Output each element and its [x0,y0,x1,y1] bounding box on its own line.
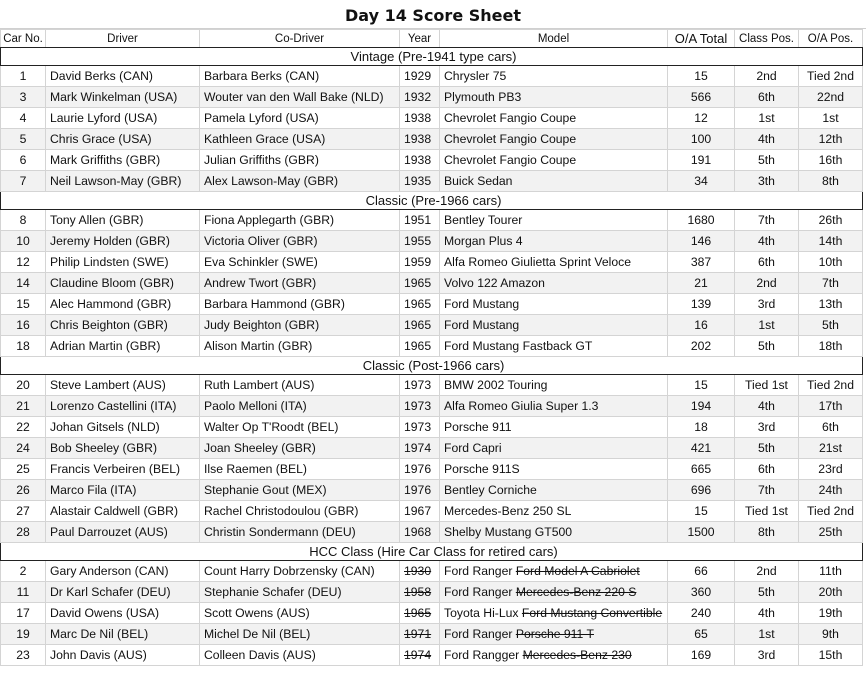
cell-oa-total[interactable]: 421 [668,438,735,459]
cell-year[interactable]: 1932 [400,87,440,108]
section-header [1,192,863,210]
cell-oa-pos[interactable]: 5th [799,315,863,336]
cell-driver[interactable]: Mark Griffiths (GBR) [46,150,200,171]
cell-model[interactable]: Porsche 911 [440,417,668,438]
cell-oa-total[interactable]: 387 [668,252,735,273]
model-current: Ford Ranger [444,585,513,599]
cell-driver[interactable]: Johan Gitsels (NLD) [46,417,200,438]
cell-co-driver[interactable]: Michel De Nil (BEL) [200,624,400,645]
cell-oa-pos[interactable]: 7th [799,273,863,294]
cell-year[interactable]: 1930 [400,561,440,582]
table-row[interactable] [1,294,863,315]
table-row[interactable] [1,273,863,294]
cell-co-driver[interactable]: Julian Griffiths (GBR) [200,150,400,171]
cell-oa-total[interactable]: 100 [668,129,735,150]
cell-oa-pos[interactable]: 24th [799,480,863,501]
cell-driver[interactable]: Mark Winkelman (USA) [46,87,200,108]
cell-car-no[interactable]: 20 [1,375,46,396]
cell-class-pos[interactable]: 2nd [735,66,799,87]
cell-co-driver[interactable]: Count Harry Dobrzensky (CAN) [200,561,400,582]
cell-car-no[interactable]: 21 [1,396,46,417]
cell-oa-pos[interactable]: 6th [799,417,863,438]
col-header-class-pos[interactable]: Class Pos. [735,30,799,48]
cell-year[interactable]: 1976 [400,480,440,501]
cell-class-pos[interactable]: 6th [735,252,799,273]
cell-car-no[interactable]: 7 [1,171,46,192]
cell-class-pos[interactable]: 3rd [735,294,799,315]
cell-oa-total[interactable]: 696 [668,480,735,501]
cell-model[interactable]: Volvo 122 Amazon [440,273,668,294]
cell-oa-pos[interactable]: 21st [799,438,863,459]
cell-car-no[interactable]: 27 [1,501,46,522]
cell-driver[interactable]: Lorenzo Castellini (ITA) [46,396,200,417]
table-row[interactable] [1,336,863,357]
cell-model[interactable]: Ford Mustang [440,294,668,315]
table-row[interactable] [1,252,863,273]
cell-model[interactable]: Chevrolet Fangio Coupe [440,150,668,171]
cell-oa-pos[interactable]: 15th [799,645,863,666]
cell-year[interactable]: 1973 [400,417,440,438]
cell-class-pos[interactable]: 6th [735,87,799,108]
cell-model[interactable]: Buick Sedan [440,171,668,192]
table-row[interactable] [1,150,863,171]
model-struck: Mercedes-Benz 230 [522,648,632,662]
cell-oa-pos[interactable]: 25th [799,522,863,543]
cell-car-no[interactable]: 24 [1,438,46,459]
cell-oa-pos[interactable]: 16th [799,150,863,171]
cell-co-driver[interactable]: Christin Sondermann (DEU) [200,522,400,543]
cell-year[interactable]: 1974 [400,438,440,459]
cell-year[interactable]: 1951 [400,210,440,231]
cell-model[interactable]: Mercedes-Benz 250 SL [440,501,668,522]
cell-class-pos[interactable]: 2nd [735,561,799,582]
cell-model[interactable]: Shelby Mustang GT500 [440,522,668,543]
cell-car-no[interactable]: 14 [1,273,46,294]
cell-model[interactable]: Bentley Corniche [440,480,668,501]
score-table [0,29,863,666]
cell-oa-pos[interactable]: 1st [799,108,863,129]
cell-co-driver[interactable]: Paolo Melloni (ITA) [200,396,400,417]
cell-car-no[interactable]: 28 [1,522,46,543]
cell-car-no[interactable]: 12 [1,252,46,273]
cell-model[interactable]: Bentley Tourer [440,210,668,231]
cell-oa-total[interactable]: 66 [668,561,735,582]
cell-driver[interactable]: Alec Hammond (GBR) [46,294,200,315]
model-struck: Mercedes-Benz 220 S [515,585,637,599]
col-header-oa-pos[interactable]: O/A Pos. [799,30,863,48]
cell-year[interactable]: 1938 [400,108,440,129]
cell-class-pos[interactable]: 4th [735,129,799,150]
cell-year[interactable]: 1971 [400,624,440,645]
cell-co-driver[interactable]: Ruth Lambert (AUS) [200,375,400,396]
col-header-driver[interactable]: Driver [46,30,200,48]
cell-oa-total[interactable]: 139 [668,294,735,315]
cell-driver[interactable]: Jeremy Holden (GBR) [46,231,200,252]
header-row [1,30,863,48]
model-current: Ford Ranger [444,627,513,641]
cell-model[interactable]: BMW 2002 Touring [440,375,668,396]
cell-model[interactable] [440,582,668,603]
cell-oa-pos[interactable]: 8th [799,171,863,192]
cell-class-pos[interactable]: 3rd [735,645,799,666]
model-struck: Porsche 911 T [515,627,594,641]
cell-oa-pos[interactable]: 19th [799,603,863,624]
cell-co-driver[interactable]: Eva Schinkler (SWE) [200,252,400,273]
section-header [1,48,863,66]
cell-driver[interactable]: John Davis (AUS) [46,645,200,666]
model-struck: Ford Mustang Convertible [521,606,663,620]
cell-car-no[interactable]: 8 [1,210,46,231]
cell-driver[interactable]: David Berks (CAN) [46,66,200,87]
table-row[interactable] [1,396,863,417]
cell-car-no[interactable]: 10 [1,231,46,252]
table-row[interactable] [1,582,863,603]
cell-year[interactable]: 1965 [400,315,440,336]
cell-driver[interactable]: Chris Beighton (GBR) [46,315,200,336]
cell-car-no[interactable]: 4 [1,108,46,129]
table-row[interactable] [1,210,863,231]
cell-oa-pos[interactable]: 13th [799,294,863,315]
table-row[interactable] [1,171,863,192]
cell-oa-pos[interactable]: 9th [799,624,863,645]
cell-oa-pos[interactable]: 12th [799,129,863,150]
cell-driver[interactable]: Steve Lambert (AUS) [46,375,200,396]
cell-oa-total[interactable]: 194 [668,396,735,417]
cell-oa-total[interactable]: 360 [668,582,735,603]
cell-co-driver[interactable]: Kathleen Grace (USA) [200,129,400,150]
cell-car-no[interactable]: 19 [1,624,46,645]
cell-class-pos[interactable]: 7th [735,210,799,231]
cell-class-pos[interactable]: 5th [735,336,799,357]
cell-class-pos[interactable]: 4th [735,603,799,624]
cell-oa-total[interactable]: 566 [668,87,735,108]
cell-car-no[interactable]: 18 [1,336,46,357]
cell-driver[interactable]: David Owens (USA) [46,603,200,624]
table-row[interactable] [1,522,863,543]
cell-co-driver[interactable]: Pamela Lyford (USA) [200,108,400,129]
table-row[interactable] [1,66,863,87]
model-struck: Ford Model A Cabriolet [515,564,640,578]
cell-co-driver[interactable]: Joan Sheeley (GBR) [200,438,400,459]
cell-year[interactable]: 1965 [400,603,440,624]
cell-oa-total[interactable]: 191 [668,150,735,171]
section-header [1,357,863,375]
cell-co-driver[interactable]: Andrew Twort (GBR) [200,273,400,294]
cell-driver[interactable]: Claudine Bloom (GBR) [46,273,200,294]
section-title: Vintage (Pre-1941 type cars) [1,48,863,66]
cell-oa-total[interactable]: 65 [668,624,735,645]
cell-oa-pos[interactable]: 22nd [799,87,863,108]
cell-car-no[interactable]: 15 [1,294,46,315]
cell-class-pos[interactable]: 1st [735,624,799,645]
cell-class-pos[interactable]: 3th [735,171,799,192]
cell-car-no[interactable]: 17 [1,603,46,624]
model-current: Toyota Hi-Lux [444,606,519,620]
cell-class-pos[interactable]: 6th [735,459,799,480]
col-header-year[interactable]: Year [400,30,440,48]
cell-class-pos[interactable]: 2nd [735,273,799,294]
cell-class-pos[interactable]: 7th [735,480,799,501]
cell-co-driver[interactable]: Wouter van den Wall Bake (NLD) [200,87,400,108]
cell-co-driver[interactable]: Stephanie Schafer (DEU) [200,582,400,603]
cell-year[interactable]: 1973 [400,375,440,396]
cell-year[interactable]: 1955 [400,231,440,252]
cell-co-driver[interactable]: Colleen Davis (AUS) [200,645,400,666]
cell-co-driver[interactable]: Walter Op T'Roodt (BEL) [200,417,400,438]
cell-year[interactable]: 1974 [400,645,440,666]
section-title: Classic (Pre-1966 cars) [1,192,863,210]
cell-class-pos[interactable]: Tied 1st [735,375,799,396]
cell-year[interactable]: 1938 [400,150,440,171]
cell-oa-pos[interactable]: 18th [799,336,863,357]
cell-oa-total[interactable]: 34 [668,171,735,192]
cell-oa-total[interactable]: 240 [668,603,735,624]
cell-class-pos[interactable]: Tied 1st [735,501,799,522]
cell-co-driver[interactable]: Ilse Raemen (BEL) [200,459,400,480]
cell-model[interactable] [440,603,668,624]
cell-oa-total[interactable]: 1680 [668,210,735,231]
cell-driver[interactable]: Francis Verbeiren (BEL) [46,459,200,480]
cell-oa-pos[interactable]: Tied 2nd [799,501,863,522]
cell-class-pos[interactable]: 1st [735,315,799,336]
cell-driver[interactable]: Philip Lindsten (SWE) [46,252,200,273]
cell-car-no[interactable]: 5 [1,129,46,150]
section-title: HCC Class (Hire Car Class for retired cars) [1,543,863,561]
cell-oa-pos[interactable]: Tied 2nd [799,66,863,87]
cell-co-driver[interactable]: Fiona Applegarth (GBR) [200,210,400,231]
cell-model[interactable]: Chrysler 75 [440,66,668,87]
cell-year[interactable]: 1973 [400,396,440,417]
cell-co-driver[interactable]: Rachel Christodoulou (GBR) [200,501,400,522]
col-header-co-driver[interactable]: Co-Driver [200,30,400,48]
cell-model[interactable]: Chevrolet Fangio Coupe [440,129,668,150]
cell-class-pos[interactable]: 5th [735,150,799,171]
cell-oa-pos[interactable]: 14th [799,231,863,252]
cell-driver[interactable]: Gary Anderson (CAN) [46,561,200,582]
col-header-oa-total[interactable]: O/A Total [668,30,735,48]
table-row[interactable] [1,417,863,438]
cell-car-no[interactable]: 1 [1,66,46,87]
cell-model[interactable]: Plymouth PB3 [440,87,668,108]
cell-model[interactable]: Alfa Romeo Giulia Super 1.3 [440,396,668,417]
cell-car-no[interactable]: 23 [1,645,46,666]
table-row[interactable] [1,315,863,336]
cell-oa-total[interactable]: 15 [668,375,735,396]
cell-model[interactable]: Porsche 911S [440,459,668,480]
table-row[interactable] [1,459,863,480]
cell-oa-total[interactable]: 169 [668,645,735,666]
cell-car-no[interactable]: 11 [1,582,46,603]
table-row[interactable] [1,438,863,459]
cell-year[interactable]: 1965 [400,336,440,357]
cell-car-no[interactable]: 16 [1,315,46,336]
cell-driver[interactable]: Paul Darrouzet (AUS) [46,522,200,543]
cell-year[interactable]: 1959 [400,252,440,273]
cell-year[interactable]: 1935 [400,171,440,192]
cell-year[interactable]: 1968 [400,522,440,543]
table-row[interactable] [1,561,863,582]
cell-model[interactable]: Alfa Romeo Giulietta Sprint Veloce [440,252,668,273]
cell-class-pos[interactable]: 8th [735,522,799,543]
cell-oa-pos[interactable]: 26th [799,210,863,231]
section-header [1,543,863,561]
cell-oa-pos[interactable]: 23rd [799,459,863,480]
cell-driver[interactable]: Adrian Martin (GBR) [46,336,200,357]
table-row[interactable] [1,501,863,522]
cell-car-no[interactable]: 25 [1,459,46,480]
cell-oa-total[interactable]: 202 [668,336,735,357]
cell-class-pos[interactable]: 4th [735,231,799,252]
sheet-title: Day 14 Score Sheet [0,0,866,29]
cell-year[interactable]: 1958 [400,582,440,603]
cell-year[interactable]: 1967 [400,501,440,522]
cell-year[interactable]: 1965 [400,273,440,294]
table-row[interactable] [1,129,863,150]
cell-oa-pos[interactable]: 17th [799,396,863,417]
col-header-car-no[interactable]: Car No. [1,30,46,48]
cell-model[interactable] [440,624,668,645]
cell-driver[interactable]: Laurie Lyford (USA) [46,108,200,129]
cell-class-pos[interactable]: 5th [735,438,799,459]
col-header-model[interactable]: Model [440,30,668,48]
table-row[interactable] [1,603,863,624]
cell-driver[interactable]: Bob Sheeley (GBR) [46,438,200,459]
cell-car-no[interactable]: 6 [1,150,46,171]
cell-oa-total[interactable]: 665 [668,459,735,480]
cell-car-no[interactable]: 3 [1,87,46,108]
cell-oa-pos[interactable]: 20th [799,582,863,603]
cell-oa-total[interactable]: 15 [668,66,735,87]
cell-class-pos[interactable]: 3rd [735,417,799,438]
cell-oa-total[interactable]: 146 [668,231,735,252]
cell-model[interactable]: Morgan Plus 4 [440,231,668,252]
cell-model[interactable]: Ford Mustang [440,315,668,336]
cell-model[interactable] [440,645,668,666]
cell-model[interactable]: Ford Mustang Fastback GT [440,336,668,357]
cell-co-driver[interactable]: Alison Martin (GBR) [200,336,400,357]
cell-class-pos[interactable]: 1st [735,108,799,129]
cell-driver[interactable]: Neil Lawson-May (GBR) [46,171,200,192]
cell-co-driver[interactable]: Stephanie Gout (MEX) [200,480,400,501]
cell-car-no[interactable]: 26 [1,480,46,501]
cell-car-no[interactable]: 2 [1,561,46,582]
table-row[interactable] [1,624,863,645]
cell-oa-total[interactable]: 12 [668,108,735,129]
cell-oa-pos[interactable]: 10th [799,252,863,273]
cell-oa-pos[interactable]: Tied 2nd [799,375,863,396]
cell-oa-total[interactable]: 21 [668,273,735,294]
cell-year[interactable]: 1929 [400,66,440,87]
cell-class-pos[interactable]: 5th [735,582,799,603]
table-body [1,48,863,666]
cell-driver[interactable]: Dr Karl Schafer (DEU) [46,582,200,603]
cell-year[interactable]: 1976 [400,459,440,480]
table-row[interactable] [1,480,863,501]
model-current: Ford Rangger [444,648,520,662]
table-row[interactable] [1,108,863,129]
cell-year[interactable]: 1965 [400,294,440,315]
cell-model[interactable]: Chevrolet Fangio Coupe [440,108,668,129]
cell-driver[interactable]: Marco Fila (ITA) [46,480,200,501]
cell-co-driver[interactable]: Scott Owens (AUS) [200,603,400,624]
cell-class-pos[interactable]: 4th [735,396,799,417]
cell-co-driver[interactable]: Judy Beighton (GBR) [200,315,400,336]
table-row[interactable] [1,375,863,396]
cell-oa-pos[interactable]: 11th [799,561,863,582]
cell-driver[interactable]: Chris Grace (USA) [46,129,200,150]
cell-co-driver[interactable]: Barbara Hammond (GBR) [200,294,400,315]
cell-model[interactable] [440,561,668,582]
cell-model[interactable]: Ford Capri [440,438,668,459]
cell-oa-total[interactable]: 1500 [668,522,735,543]
cell-driver[interactable]: Tony Allen (GBR) [46,210,200,231]
cell-oa-total[interactable]: 16 [668,315,735,336]
table-row[interactable] [1,87,863,108]
cell-car-no[interactable]: 22 [1,417,46,438]
model-current: Ford Ranger [444,564,513,578]
cell-driver[interactable]: Alastair Caldwell (GBR) [46,501,200,522]
cell-co-driver[interactable]: Victoria Oliver (GBR) [200,231,400,252]
section-title: Classic (Post-1966 cars) [1,357,863,375]
table-row[interactable] [1,231,863,252]
cell-co-driver[interactable]: Barbara Berks (CAN) [200,66,400,87]
cell-co-driver[interactable]: Alex Lawson-May (GBR) [200,171,400,192]
cell-year[interactable]: 1938 [400,129,440,150]
cell-driver[interactable]: Marc De Nil (BEL) [46,624,200,645]
cell-oa-total[interactable]: 18 [668,417,735,438]
cell-oa-total[interactable]: 15 [668,501,735,522]
table-row[interactable] [1,645,863,666]
